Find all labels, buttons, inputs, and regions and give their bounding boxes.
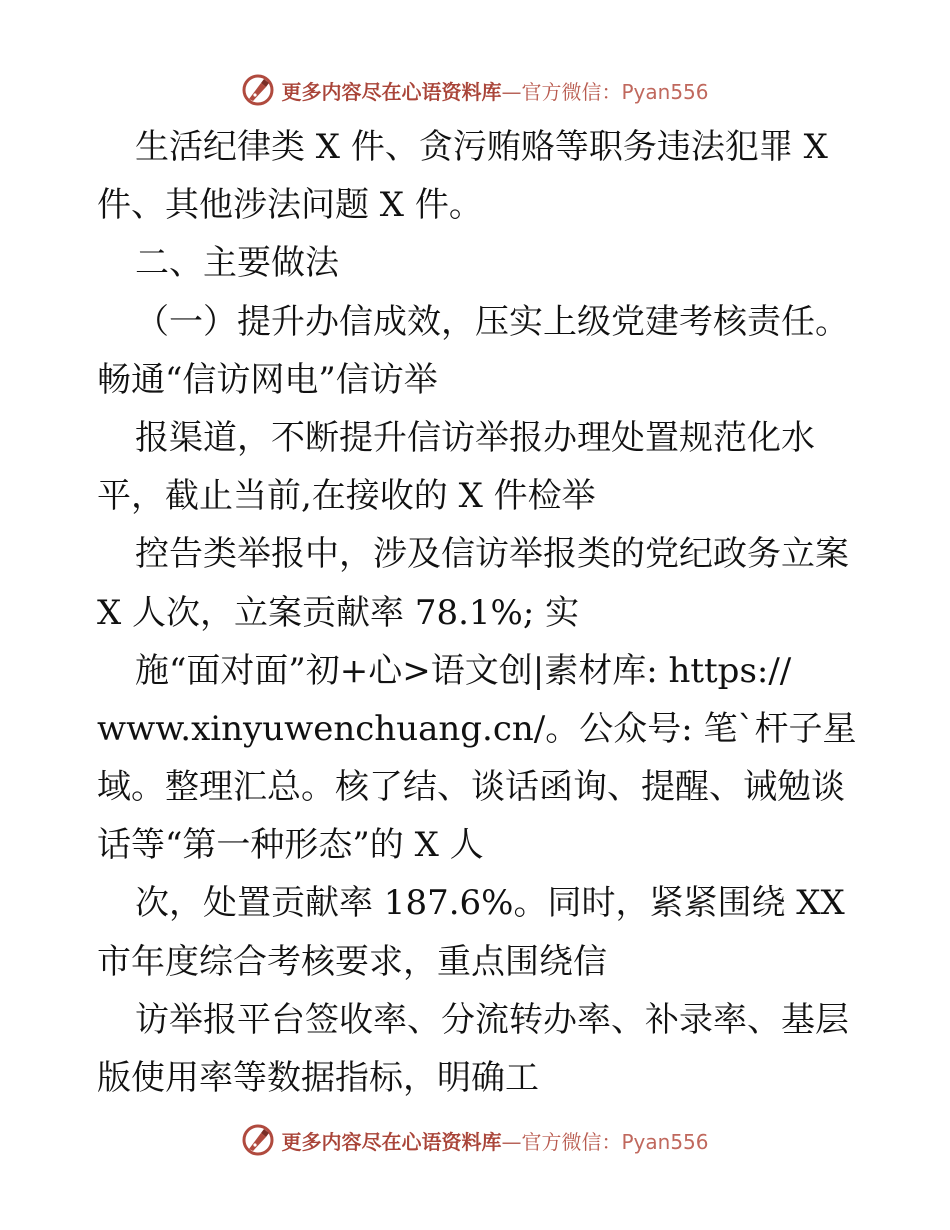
watermark-main-text: 更多内容尽在心语资料库 bbox=[281, 79, 502, 104]
watermark-separator: — bbox=[501, 79, 522, 104]
body-line: 访举报平台签收率、分流转办率、补录率、基层 bbox=[135, 999, 849, 1040]
body-line: 域。整理汇总。核了结、谈话函询、提醒、诫勉谈 bbox=[97, 767, 845, 808]
header-watermark bbox=[0, 70, 950, 110]
body-line: 市年度综合考核要求，重点围绕信 bbox=[97, 941, 607, 982]
watermark-main-text: 更多内容尽在心语资料库 bbox=[281, 1129, 502, 1154]
body-line: X 人次，立案贡献率 78.1%; 实 bbox=[97, 592, 580, 633]
body-line: 施“面对面”初+心>语文创|素材库: https:// bbox=[135, 650, 792, 691]
body-line: 版使用率等数据指标，明确工 bbox=[97, 1058, 539, 1098]
pen-nib-icon bbox=[241, 1123, 275, 1157]
watermark-separator: — bbox=[501, 1129, 522, 1154]
body-line: 控告类举报中，涉及信访举报类的党纪政务立案 bbox=[135, 534, 849, 575]
body-line: 畅通“信访网电”信访举 bbox=[97, 359, 438, 400]
pen-nib-icon bbox=[241, 73, 275, 107]
watermark-wechat-id: Pyan556 bbox=[621, 1129, 709, 1154]
footer-watermark bbox=[0, 1120, 950, 1160]
watermark-wechat-id: Pyan556 bbox=[621, 79, 709, 104]
watermark-sub-text: 官方微信： bbox=[521, 1129, 622, 1154]
document-body bbox=[97, 118, 857, 1107]
body-line: 平，截止当前,在接收的 X 件检举 bbox=[97, 476, 596, 517]
subsection-heading: （一）提升办信成效，压实上级党建考核责任。 bbox=[135, 301, 849, 342]
watermark-sub-text: 官方微信： bbox=[521, 79, 622, 104]
section-heading: 二、主要做法 bbox=[135, 243, 339, 284]
body-line: 生活纪律类 X 件、贪污贿赂等职务违法犯罪 X bbox=[135, 127, 828, 167]
body-line: 件、其他涉法问题 X 件。 bbox=[97, 185, 483, 226]
body-line: 话等“第一种形态”的 X 人 bbox=[97, 825, 484, 866]
body-line: 报渠道，不断提升信访举报办理处置规范化水 bbox=[135, 417, 815, 458]
body-line: www.xinyuwenchuang.cn/。公众号: 笔`杆子星 bbox=[97, 708, 857, 749]
body-line: 次，处置贡献率 187.6%。同时，紧紧围绕 XX bbox=[135, 883, 845, 924]
